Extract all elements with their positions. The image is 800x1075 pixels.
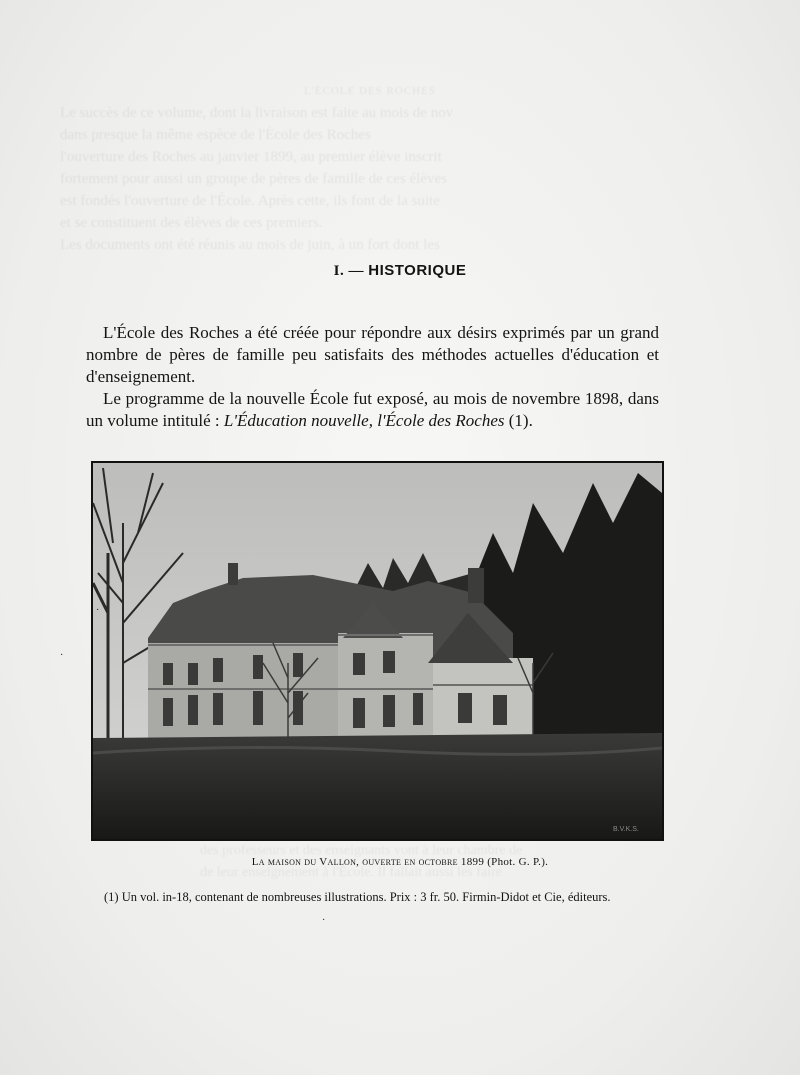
caption-credit: (Phot. G. P.). xyxy=(487,856,549,868)
speck-mark: · xyxy=(96,605,100,616)
bleed-through-text: L'ÉCOLE DES ROCHES Le succès de ce volume, dont la livraison est faite au mois de nov dans presque la même espèce de l'École des Roches l'ouverture des Roches au janvier 1899, au premier élève inscrit fortement pour aussi un groupe de pères de famille de ces élèves est fondés l'ouverture de l'École. Après cette, ils font de la suite et se constituent des élèves de ces premiers. Les documents ont été réunis au mois de juin, à un fort dont les xyxy=(60,85,454,253)
photograph-frame xyxy=(91,461,664,841)
caption-title: La maison du Vallon, ouverte en octobre 1899 xyxy=(251,856,485,868)
photo-caption xyxy=(0,856,800,868)
section-title: HISTORIQUE xyxy=(368,262,467,279)
footnote: (1) Un vol. in-18, contenant de nombreuses illustrations. Prix : 3 fr. 50. Firmin-Didot et Cie, éditeurs. xyxy=(104,890,611,904)
paragraph-2-text: Le programme de la nouvelle École fut exposé, au mois de novembre 1898, dans un volume intitulé : xyxy=(86,389,659,430)
speck-mark: · xyxy=(60,650,64,661)
house-photograph xyxy=(93,463,662,839)
footnote-reference: (1). xyxy=(504,411,533,430)
paragraph-1-text: L'École des Roches a été créée pour répondre aux désirs exprimés par un grand nombre de pères de famille peu satisfaits des méthodes actuelles d'éducation et d'enseignement. xyxy=(86,323,659,386)
section-heading xyxy=(0,262,800,280)
bleed-through-text-bottom: des professeurs et des enseignants vont à leur chambre de de leur enseignement à l'École. Il fallait aussi les faire xyxy=(200,843,523,880)
speck-mark: · xyxy=(322,915,326,926)
photo-signature: B.V.K.S. xyxy=(613,826,639,833)
paragraph-2 xyxy=(86,388,659,432)
book-title: L'Éducation nouvelle, l'École des Roches xyxy=(223,411,505,430)
paragraph-1 xyxy=(86,322,659,388)
section-number: I. — xyxy=(333,263,364,279)
